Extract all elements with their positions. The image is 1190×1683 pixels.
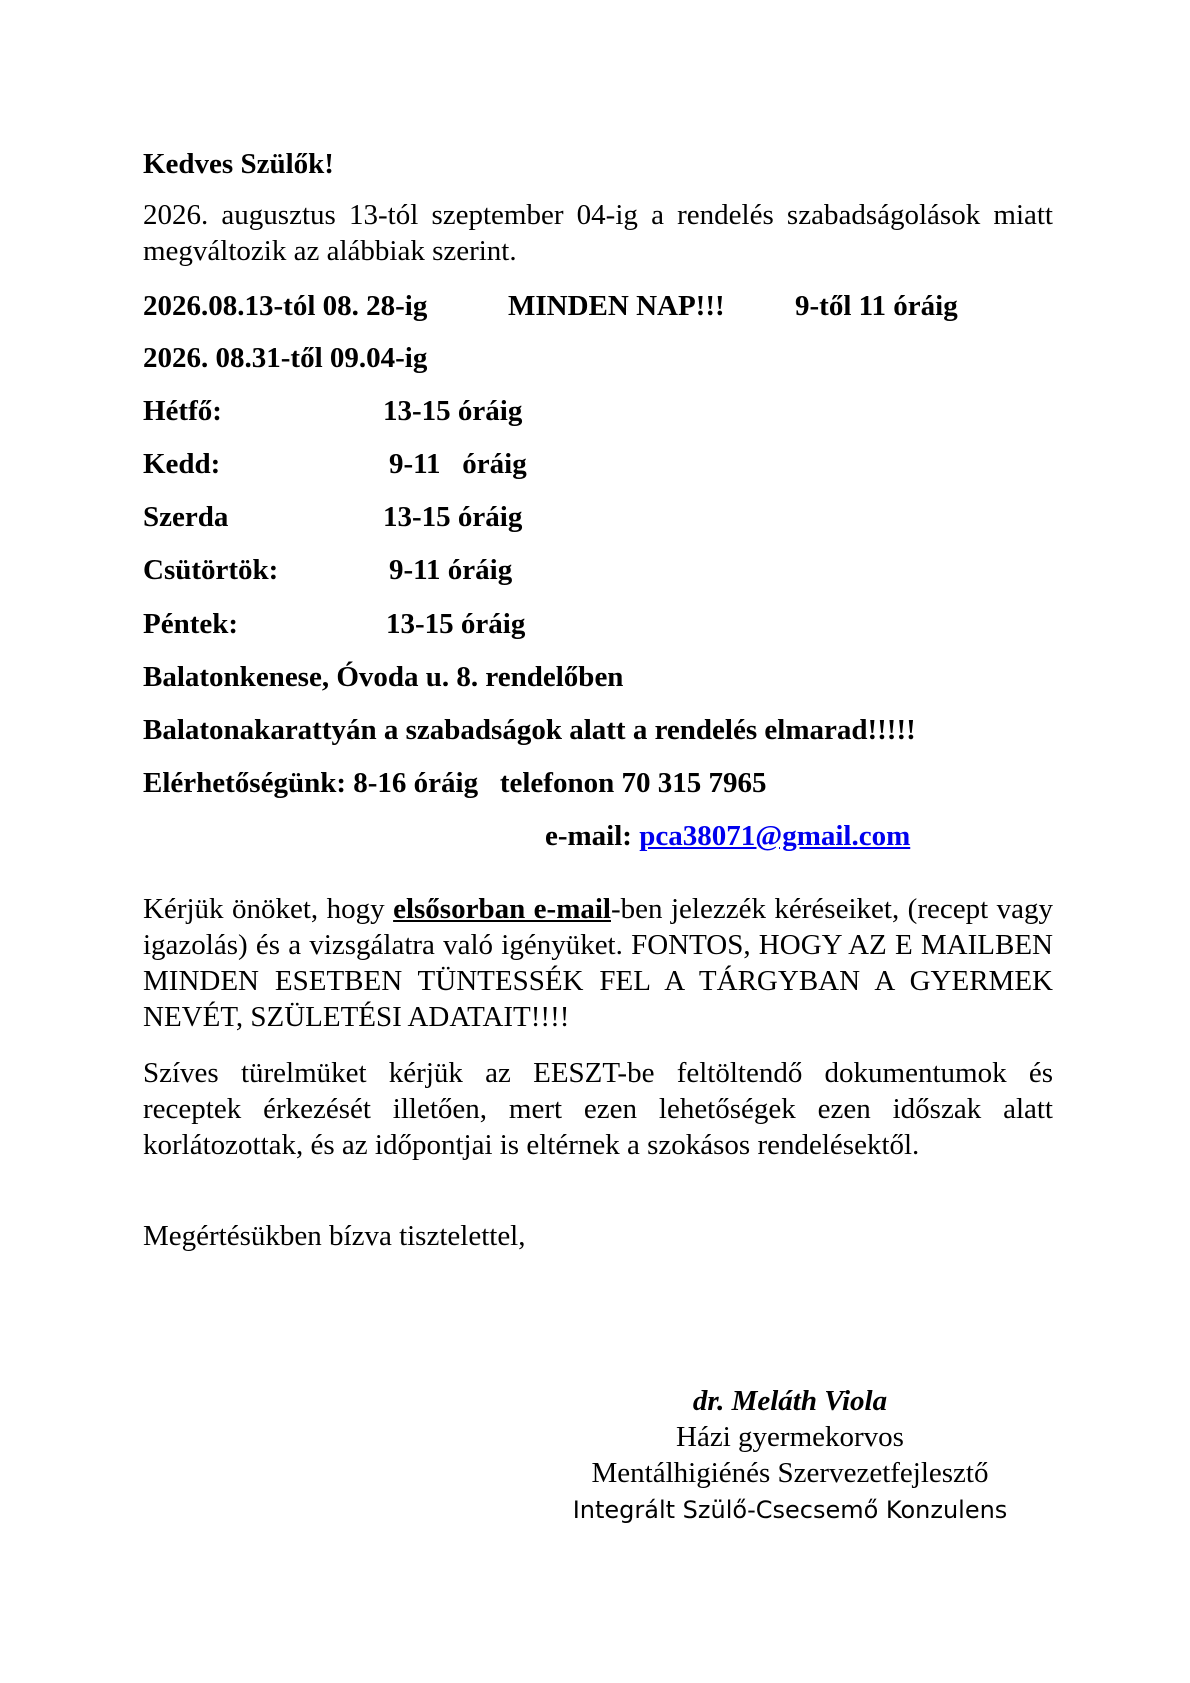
request-emphasis: elsősorban e-mail (393, 893, 611, 925)
period2-dates: 2026. 08.31-től 09.04-ig (143, 342, 428, 374)
email-link[interactable]: pca38071@gmail.com (639, 820, 911, 852)
period1-days: MINDEN NAP!!! (508, 290, 725, 322)
signature-title-1: Házi gyermekorvos (676, 1421, 904, 1453)
request-after: -ben jelezzék kéréseiket, (recept vagy igazolás) és a vizsgálatra való igényüket. FONTOS, HOGY AZ E MAILBEN MINDEN ESETBEN TÜNTESSÉK FEL A TÁRGYBAN A GYERMEK NEVÉT, SZÜLETÉSI ADATAIT!!!! (143, 893, 1053, 1033)
schedule-day-friday: Péntek: (143, 608, 239, 640)
intro-paragraph: 2026. augusztus 13-tól szeptember 04-ig a rendelés szabadságolások miatt megváltozik az alábbiak szerint. (143, 199, 1053, 267)
schedule-day-wednesday: Szerda (143, 501, 229, 533)
schedule-day-tuesday: Kedd: (143, 448, 221, 480)
schedule-hours-friday: 13-15 óráig (386, 608, 526, 640)
signature-title-3: Integrált Szülő-Csecsemő Konzulens (572, 1496, 1008, 1524)
period1-hours: 9-től 11 óráig (795, 290, 958, 322)
greeting: Kedves Szülők! (143, 148, 334, 180)
closing-line: Megértésükben bízva tisztelettel, (143, 1220, 526, 1252)
schedule-hours-thursday: 9-11 óráig (389, 554, 513, 586)
cancellation-line: Balatonakarattyán a szabadságok alatt a rendelés elmarad!!!!! (143, 714, 916, 746)
schedule-hours-monday: 13-15 óráig (383, 395, 523, 427)
signature-name: dr. Meláth Viola (692, 1385, 888, 1417)
patience-paragraph: Szíves türelmüket kérjük az EESZT-be feltöltendő dokumentumok és receptek érkezését illetően, mert ezen lehetőségek ezen időszak alatt korlátozottak, és az időpontjai is eltérnek a szokásos rendelésektől. (143, 1057, 1053, 1161)
location-line: Balatonkenese, Óvoda u. 8. rendelőben (143, 661, 624, 693)
signature-title-2: Mentálhigiénés Szervezetfejlesztő (591, 1457, 989, 1489)
schedule-hours-tuesday: 9-11 óráig (389, 448, 527, 480)
email-line (545, 818, 910, 854)
email-label: e-mail: (545, 820, 632, 852)
contact-availability: Elérhetőségünk: 8-16 óráig telefonon 70 315 7965 (143, 767, 767, 799)
request-before: Kérjük önöket, hogy (143, 893, 394, 925)
period1-dates: 2026.08.13-tól 08. 28-ig (143, 290, 428, 322)
schedule-day-monday: Hétfő: (143, 395, 222, 427)
schedule-hours-wednesday: 13-15 óráig (383, 501, 523, 533)
request-paragraph (143, 891, 1053, 1035)
schedule-day-thursday: Csütörtök: (143, 554, 279, 586)
